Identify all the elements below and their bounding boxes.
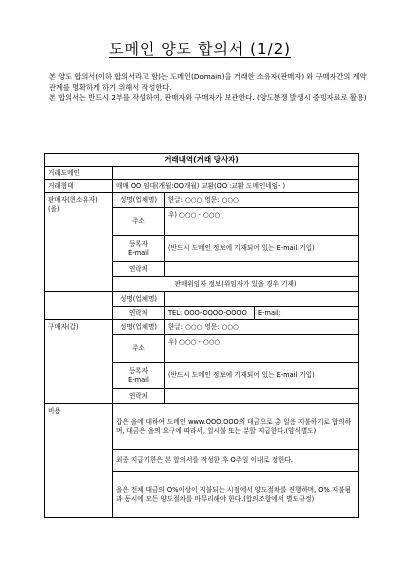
cost-row-2: 최종 지급기한은 본 합의서를 작성한 후 O주일 이내로 정한다. [113,450,359,472]
seller-address-value[interactable]: 우) ○○○ - ○○○ [165,208,359,236]
seller-agent-header: 판매위임자 정보(위임자가 있을 경우 기재) [113,277,359,292]
seller-email-value[interactable]: (반드시 도메인 정보에 기재되어 있는 E-mail 기입) [165,236,359,262]
domain-label: 거래도메인 [45,167,113,180]
agent-name-value[interactable] [165,292,359,307]
page-title: 도메인 양도 합의서 (1/2) [108,40,292,58]
buyer-email-label: 등록자 E-mail [113,363,165,389]
intro-text [49,72,369,104]
seller-label: 판매자(현소유자) (을) [45,193,113,292]
agent-contact-label: 연락처 [113,307,165,320]
buyer-email-value[interactable]: (반드시 도메인 정보에 기재되어 있는 E-mail 기입) [165,363,359,389]
buyer-name-label: 성명(업체명) [113,320,165,335]
intro-paragraph-1: 본 양도 합의서(이하 합의서라고 함)는 도메인(Domain)을 거래한 소유자(판매자) 와 구매자간의 계약관계를 명확하게 하기 위해서 작성한다. [49,72,367,92]
buyer-label: 구매자(갑) [45,320,113,404]
transaction-table [44,153,359,518]
type-value[interactable]: 매매 OO 임대(개월:OO개월) 교환(OO :교환 도메인네임- ) [113,180,359,193]
buyer-contact-value[interactable] [165,389,359,404]
agent-email-label[interactable]: E-mail: [255,307,359,320]
agent-name-label: 성명(업체명) [113,292,165,307]
intro-paragraph-2: 본 합의서는 반드시 2부를 작성하여, 판매자와 구매자가 보관한다. (양도분쟁 발생시 증빙자료로 활용) [49,93,367,102]
seller-agent-spacer [45,292,113,307]
buyer-name-value[interactable]: 한글: ○○○ 영문: ○○○ [165,320,359,335]
buyer-address-value[interactable]: 우) ○○○ - ○○○ [165,335,359,363]
seller-email-label: 등록자 E-mail [113,236,165,262]
buyer-contact-label: 연락처 [113,389,165,404]
domain-value[interactable] [113,167,359,180]
seller-name-label: 성명(업체명) [113,193,165,208]
seller-name-value[interactable]: 한글: ○○○ 영문: ○○○ [165,193,359,208]
cost-label: 비용 [45,404,113,518]
seller-address-label: 주소 [113,208,165,236]
seller-agent-spacer-2 [45,307,113,320]
cost-row-3: 을은 전체 대금의 O%이상이 지불되는 시점에서 양도절차를 진행하며, O% 지불됨과 동시에 모든 양도절차를 마무리해야 한다.(합의조항에서 별도규정) [113,472,359,518]
buyer-address-label: 주소 [113,335,165,363]
agent-contact-value[interactable]: TEL: OOO-OOOO-OOOO [165,307,255,320]
seller-contact-value[interactable] [165,262,359,277]
cost-row-1: 갑은 을에 대하여 도메인 www.OOO.OOO의 대금으로 총 일응 지불하기로 합의하며, 대금은 을의 요구에 따라서, 일시불 또는 분할 지급한다.(양식별도) [113,404,359,450]
table-header: 거래내역(거래 당사자) [45,154,359,167]
seller-contact-label: 연락처 [113,262,165,277]
type-label: 거래형태 [45,180,113,193]
